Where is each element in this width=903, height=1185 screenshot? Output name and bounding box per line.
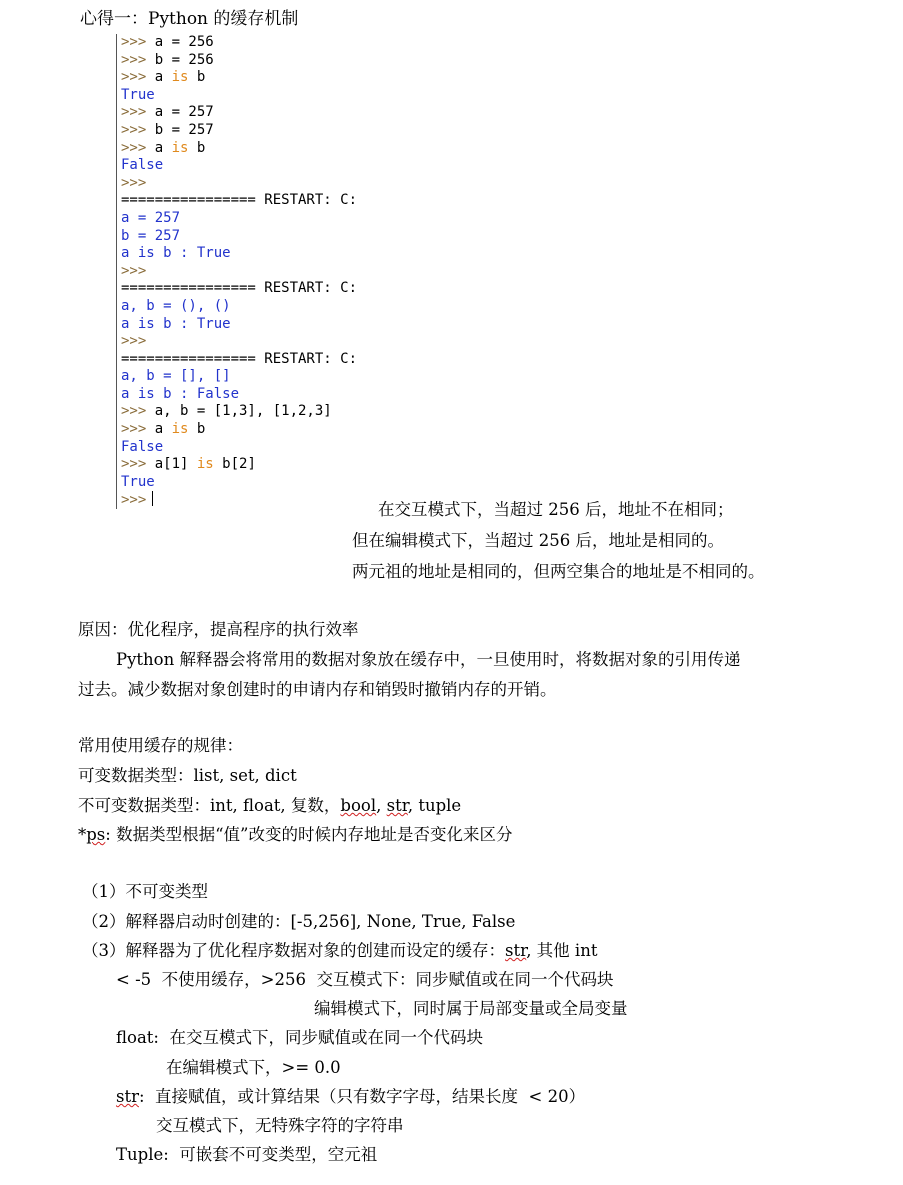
code-line — [121, 316, 421, 334]
code-text: a[1] — [154, 456, 197, 473]
shell-prompt: >>> — [121, 421, 155, 438]
code-text: b = 257 — [121, 227, 181, 244]
code-text: False — [121, 157, 164, 174]
code-text: is — [171, 139, 189, 156]
reason-body-1: Python 解释器会将常用的数据对象放在缓存中，一旦使用时，将数据对象的引用传递 — [116, 650, 741, 669]
code-line — [121, 298, 421, 316]
shell-prompt: >>> — [121, 104, 155, 121]
code-line — [121, 403, 421, 421]
code-line — [121, 210, 421, 228]
code-text: b = 256 — [154, 51, 214, 68]
code-line — [121, 263, 421, 281]
str-rule-line-2: 交互模式下，无特殊字符的字符串 — [156, 1116, 404, 1135]
code-text: a is b : False — [121, 385, 240, 402]
note-line-2: 但在编辑模式下，当超过 256 后，地址是相同的。 — [352, 531, 724, 550]
code-line — [121, 386, 421, 404]
python-shell-transcript — [116, 34, 421, 509]
item3-str: str — [505, 941, 527, 960]
code-text: is — [171, 421, 189, 438]
code-line — [121, 157, 421, 175]
code-line — [121, 87, 421, 105]
ps-rest: : 数据类型根据“值”改变的时候内存地址是否变化来区分 — [105, 825, 513, 844]
page-title: 心得一：Python 的缓存机制 — [80, 9, 299, 29]
code-line — [121, 351, 421, 369]
code-text: a, b = (), () — [121, 297, 231, 314]
code-line — [121, 52, 421, 70]
code-text: a, b = [], [] — [121, 368, 231, 385]
code-line — [121, 69, 421, 87]
shell-prompt: >>> — [121, 333, 147, 350]
code-text: a = 257 — [121, 209, 181, 226]
mutable-types: 可变数据类型：list, set, dict — [78, 766, 297, 785]
code-text: is — [196, 456, 214, 473]
list-item-2: （2）解释器启动时创建的：[-5,256], None, True, False — [82, 912, 516, 931]
shell-prompt: >>> — [121, 139, 155, 156]
code-text: is — [171, 69, 189, 86]
code-text: a is b : True — [121, 245, 231, 262]
ps-prefix: * — [78, 825, 87, 844]
list-item-1: （1）不可变类型 — [82, 882, 208, 901]
immutable-suffix: , tuple — [407, 796, 462, 815]
shell-prompt: >>> — [121, 69, 155, 86]
code-text: False — [121, 438, 164, 455]
shell-prompt: >>> — [121, 262, 147, 279]
note-line-3: 两元祖的地址是相同的，但两空集合的地址是不相同的。 — [352, 562, 765, 581]
code-line — [121, 104, 421, 122]
code-text: a is b : True — [121, 315, 231, 332]
shell-prompt: >>> — [121, 403, 155, 420]
code-line — [121, 140, 421, 158]
immutable-mid: , — [376, 796, 387, 815]
code-text: a = 257 — [154, 104, 214, 121]
code-text: b — [188, 139, 206, 156]
code-text: a — [154, 69, 172, 86]
str-rule-line-1 — [116, 1083, 585, 1107]
code-line — [121, 245, 421, 263]
code-line — [121, 368, 421, 386]
code-text: a — [154, 139, 172, 156]
code-line — [121, 456, 421, 474]
ps-word: ps — [86, 825, 106, 844]
code-line — [121, 333, 421, 351]
code-text: a, b = [1,3], [1,2,3] — [154, 403, 332, 420]
code-line — [121, 280, 421, 298]
text-cursor — [152, 491, 153, 506]
shell-prompt: >>> — [121, 34, 155, 50]
code-text: ================ RESTART: C: — [121, 192, 358, 209]
rules-heading: 常用使用缓存的规律： — [78, 736, 243, 755]
code-line — [121, 192, 421, 210]
code-text: True — [121, 86, 155, 103]
code-text: b — [188, 69, 206, 86]
item3-suffix: , 其他 int — [526, 941, 598, 960]
shell-prompt: >>> — [121, 456, 155, 473]
note-line-1: 在交互模式下，当超过 256 后，地址不在相同； — [378, 500, 734, 519]
ps-note — [78, 821, 512, 845]
code-line — [121, 474, 421, 492]
reason-heading: 原因：优化程序，提高程序的执行效率 — [78, 620, 359, 639]
str-rule-rest: : 直接赋值，或计算结果（只有数字字母，结果长度 < 20） — [139, 1087, 586, 1106]
shell-prompt: >>> — [121, 492, 147, 509]
code-text: True — [121, 473, 155, 490]
code-text: ================ RESTART: C: — [121, 350, 358, 367]
code-text: b[2] — [213, 456, 256, 473]
code-line — [121, 439, 421, 457]
shell-prompt: >>> — [121, 174, 147, 191]
code-text: ================ RESTART: C: — [121, 280, 358, 297]
int-rule-line-2: 编辑模式下，同时属于局部变量或全局变量 — [314, 999, 628, 1018]
code-line — [121, 122, 421, 140]
code-line — [121, 491, 421, 509]
int-rule-line-1: < -5 不使用缓存，>256 交互模式下：同步赋值或在同一个代码块 — [116, 970, 614, 989]
tuple-rule-line: Tuple: 可嵌套不可变类型，空元祖 — [116, 1145, 378, 1164]
float-rule-line-2: 在编辑模式下，>= 0.0 — [166, 1058, 341, 1077]
reason-body-2: 过去。减少数据对象创建时的申请内存和销毁时撤销内存的开销。 — [78, 680, 557, 699]
code-text: b — [188, 421, 206, 438]
item3-prefix: （3）解释器为了优化程序数据对象的创建而设定的缓存： — [82, 941, 505, 960]
code-line — [121, 421, 421, 439]
str-word: str — [116, 1087, 139, 1106]
shell-prompt: >>> — [121, 121, 155, 138]
code-text: a = 256 — [154, 34, 214, 50]
float-rule-line-1: float: 在交互模式下，同步赋值或在同一个代码块 — [116, 1028, 483, 1047]
code-line — [121, 228, 421, 246]
shell-prompt: >>> — [121, 51, 155, 68]
code-text: a — [154, 421, 172, 438]
immutable-prefix: 不可变数据类型：int, float, 复数， — [78, 796, 341, 815]
immutable-types — [78, 792, 461, 816]
immutable-bool: bool — [340, 796, 377, 815]
list-item-3 — [82, 937, 597, 961]
immutable-str: str — [386, 796, 408, 815]
code-text: b = 257 — [154, 121, 214, 138]
code-line — [121, 34, 421, 52]
code-line — [121, 175, 421, 193]
